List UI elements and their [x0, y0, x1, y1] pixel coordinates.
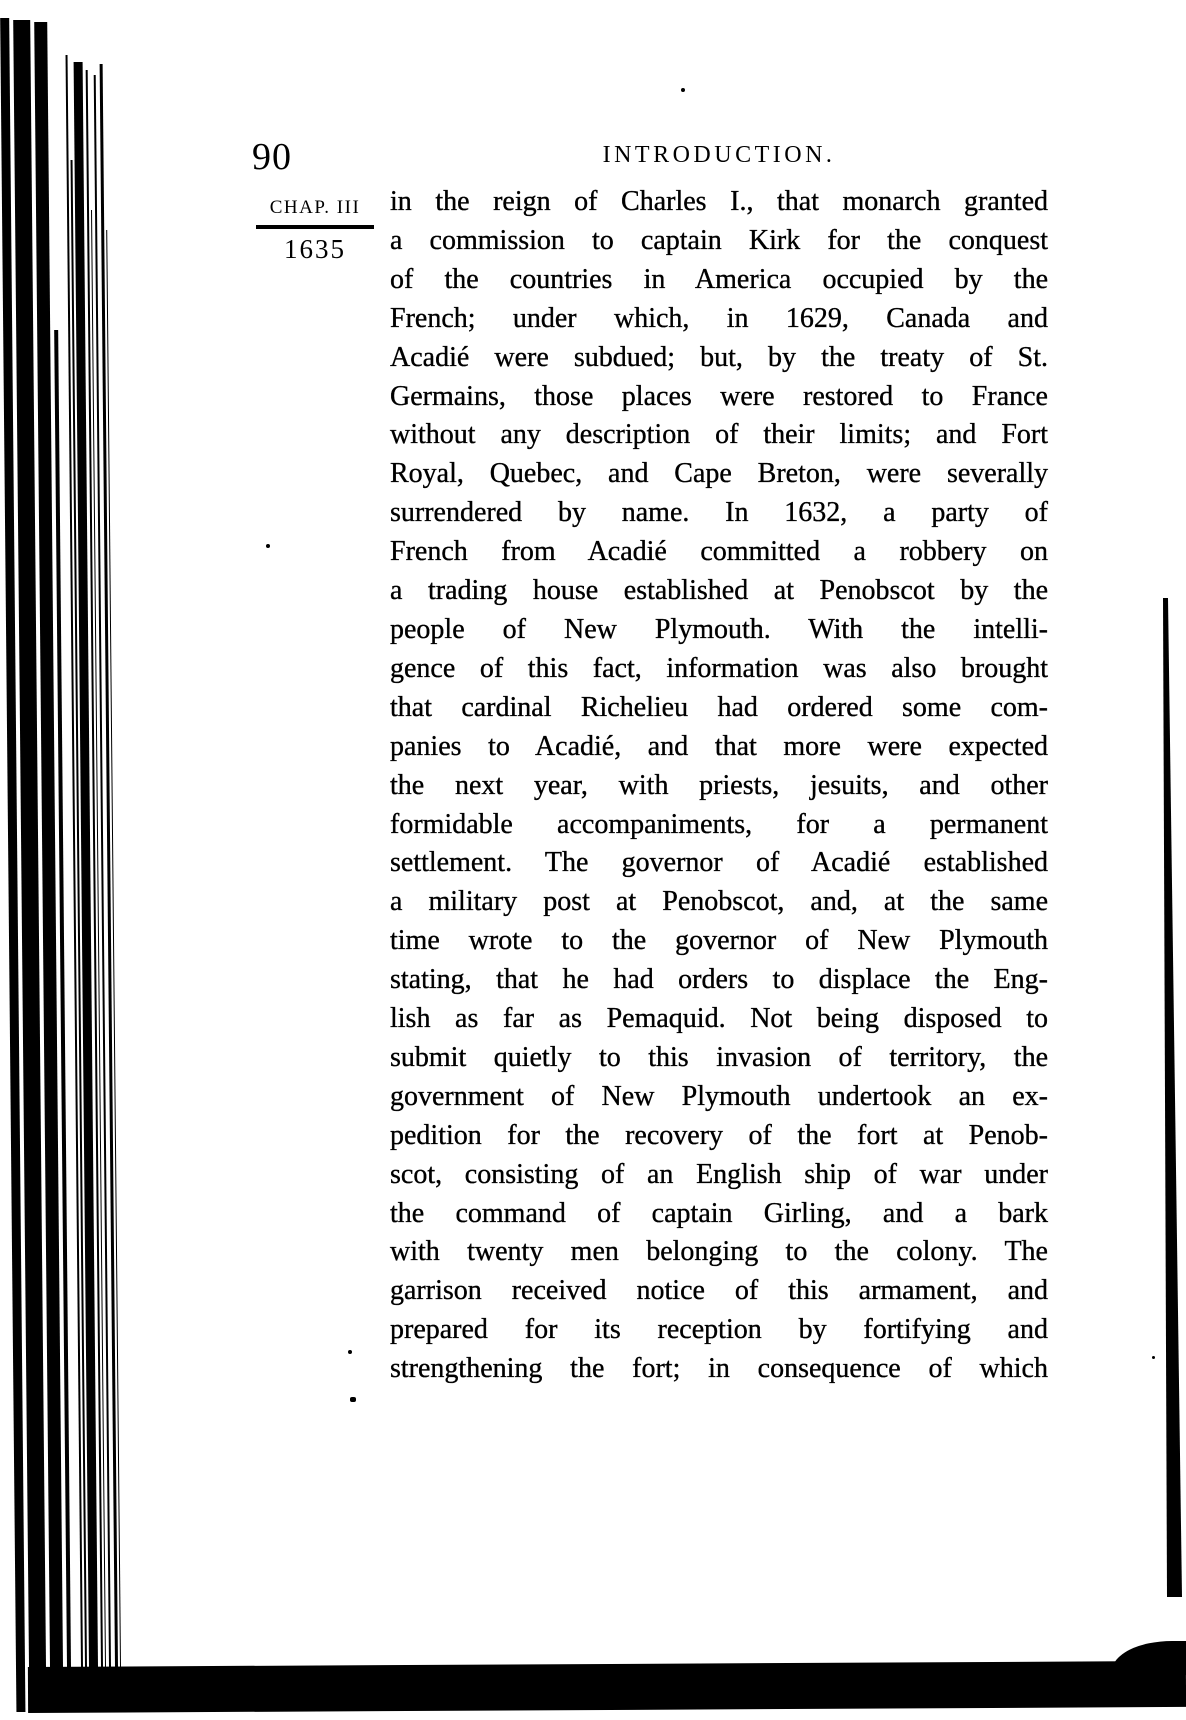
chapter-margin-note: CHAP. III: [269, 197, 361, 218]
body-line: prepared for its reception by fortifying and: [390, 1314, 1048, 1346]
body-line: a commission to captain Kirk for the conquest: [390, 224, 1048, 256]
body-line: French; under which, in 1629, Canada and: [390, 302, 1048, 334]
body-line: without any description of their limits; and Fort: [390, 419, 1048, 451]
right-scan-line-artifact: [1158, 598, 1184, 1597]
body-line: stating, that he had orders to displace the Eng-: [390, 964, 1048, 996]
body-line: the command of captain Girling, and a bark: [390, 1197, 1048, 1229]
body-line: people of New Plymouth. With the intelli-: [390, 613, 1048, 645]
body-line: time wrote to the governor of New Plymouth: [390, 925, 1048, 957]
body-line: a trading house established at Penobscot by the: [390, 575, 1048, 607]
body-line: of the countries in America occupied by the: [390, 263, 1048, 295]
running-header: INTRODUCTION.: [602, 142, 836, 168]
body-line: pedition for the recovery of the fort at Penob-: [390, 1119, 1048, 1151]
ink-speck: [348, 1350, 352, 1354]
body-line: scot, consisting of an English ship of war under: [390, 1158, 1048, 1190]
bottom-scan-bar-artifact: [28, 1661, 1186, 1713]
body-line: garrison received notice of this armament, and: [390, 1275, 1048, 1307]
body-line: surrendered by name. In 1632, a party of: [390, 497, 1048, 529]
body-line: settlement. The governor of Acadié established: [390, 847, 1048, 879]
body-line: in the reign of Charles I., that monarch granted: [390, 186, 1048, 217]
ink-speck: [350, 1397, 356, 1402]
body-text-block: [390, 183, 1048, 1389]
body-line: panies to Acadié, and that more were expected: [390, 730, 1048, 762]
body-line: the next year, with priests, jesuits, and other: [390, 769, 1048, 801]
margin-note-rule: [256, 225, 374, 229]
ink-speck: [266, 544, 270, 548]
body-line: that cardinal Richelieu had ordered some com-: [390, 691, 1048, 723]
year-margin-note: 1635: [284, 234, 346, 264]
body-line: strengthening the fort; in consequence of which: [390, 1353, 1048, 1385]
body-line: submit quietly to this invasion of territory, the: [390, 1041, 1048, 1073]
ink-speck: [681, 88, 685, 92]
body-line: lish as far as Pemaquid. Not being disposed to: [390, 1003, 1048, 1035]
body-line: with twenty men belonging to the colony. The: [390, 1236, 1048, 1268]
body-line: government of New Plymouth undertook an ex-: [390, 1080, 1048, 1112]
body-line: Royal, Quebec, and Cape Breton, were severally: [390, 458, 1048, 490]
body-line: gence of this fact, information was also brought: [390, 652, 1048, 684]
body-line: French from Acadié committed a robbery on: [390, 536, 1048, 568]
body-line: a military post at Penobscot, and, at the same: [390, 886, 1048, 918]
body-line: Germains, those places were restored to France: [390, 380, 1048, 412]
ink-speck: [1152, 1356, 1155, 1359]
body-line: Acadié were subdued; but, by the treaty of St.: [390, 341, 1048, 373]
body-line: formidable accompaniments, for a permanent: [390, 808, 1048, 840]
page-number: 90: [252, 136, 292, 178]
left-binding-scan-artifact: [0, 0, 157, 1720]
